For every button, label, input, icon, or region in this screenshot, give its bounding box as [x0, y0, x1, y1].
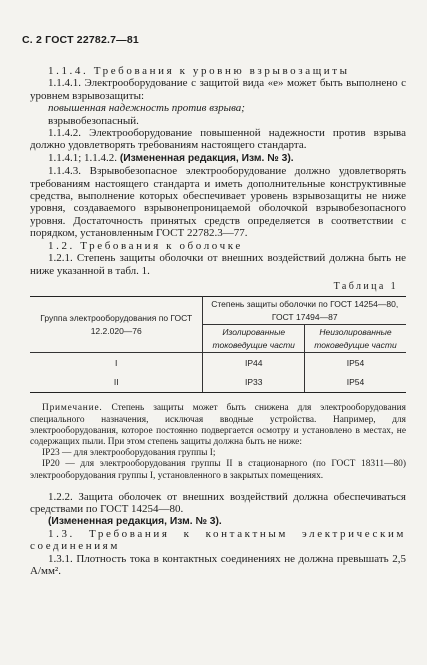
amendment-note-1 [30, 152, 406, 165]
clause-1-2-2: 1.2.2. Защита оболочек от внешних воздействий должна обеспечиваться средствами по ГОСТ 14254—80. [30, 490, 406, 516]
table-caption: Таблица 1 [333, 280, 398, 292]
page-header: С. 2 ГОСТ 22782.7—81 [22, 34, 139, 46]
level-item-increased-reliability: повышенная надежность против взрыва; [48, 102, 245, 115]
amendment-ref: 1.1.4.1; 1.1.4.2. [48, 151, 118, 164]
row-uninsulated-cell: IP54 [304, 373, 406, 393]
clause-1-3-1: 1.3.1. Плотность тока в контактных соединениях не должна превышать 2,5 А/мм². [30, 552, 406, 578]
section-1-2-heading: 1.2. Требования к оболочке [48, 239, 243, 252]
amendment-label: (Измененная редакция, Изм. № 3). [119, 152, 294, 164]
note-paragraph [30, 403, 406, 448]
note-line-ip23: IP23 — для электрооборудования группы I; [42, 448, 216, 459]
section-1-3-heading: 1.3. Требования к контактным электрическим соединениям [30, 527, 406, 553]
clause-1-1-4-2: 1.1.4.2. Электрооборудование повышенной надежности против взрыва должно удовлетворять требованиям настоящего стандарта. [30, 127, 406, 152]
note-line-ip20: IP20 — для электрооборудования группы II в стационарного (по ГОСТ 18311—80) электрооборудования группы I, установленного в закрытых помещениях. [30, 459, 406, 481]
col-header-protection: Степень защиты оболочки по ГОСТ 14254—80, ГОСТ 17494—87 [203, 297, 406, 325]
amendment-note-2: (Измененная редакция, Изм. № 3). [48, 515, 222, 527]
row-uninsulated-cell: IP54 [304, 353, 406, 373]
note-label: Примечание. [42, 403, 103, 414]
clause-1-2-1: 1.2.1. Степень защиты оболочки от внешних воздействий должна быть не ниже указанной в табл. 1. [30, 252, 406, 277]
row-insulated-cell: IP44 [203, 353, 305, 373]
note-text: Степень защиты может быть снижена для электрооборудования специального назначения, исключая вводные устройства. Например, для электрооборудования, которое постоянно подвергается осмотру и установлено в местах, не содержащих пыли. При этом степень защиты должна быть не ниже: [30, 403, 406, 447]
clause-1-1-4-3: 1.1.4.3. Взрывобезопасное электрооборудование должно удовлетворять требованиям настоящего стандарта и иметь дополнительные конструктивные средства, выполнение которых обеспечивает уровень взрывозащиты не ниже уровня, создаваемого взрывонепроницаемой оболочкой взрывобезопасного уровня. Достаточность принятых средств определяется в соответствии с порядком, установленным ГОСТ 22782.3—77. [30, 165, 406, 240]
table-note [30, 403, 406, 481]
section-1-1-4-heading: 1.1.4. Требования к уровню взрывозащиты [48, 65, 350, 77]
document-body [30, 65, 406, 578]
row-insulated-cell: IP33 [203, 373, 305, 393]
col-header-group: Группа электрооборудования по ГОСТ 12.2.020—76 [30, 297, 203, 353]
table-1 [30, 296, 406, 393]
subheader-uninsulated: Неизолированные токоведущие части [314, 327, 397, 350]
level-item-explosion-proof: взрывобезопасный. [48, 114, 139, 127]
row-group-cell: II [30, 373, 203, 393]
clause-1-1-4-1: 1.1.4.1. Электрооборудование с защитой вида «е» может быть выполнено с уровнем взрывозащиты: [30, 77, 406, 102]
subheader-insulated: Изолированные токоведущие части [203, 325, 305, 353]
row-group-cell: I [30, 353, 203, 373]
